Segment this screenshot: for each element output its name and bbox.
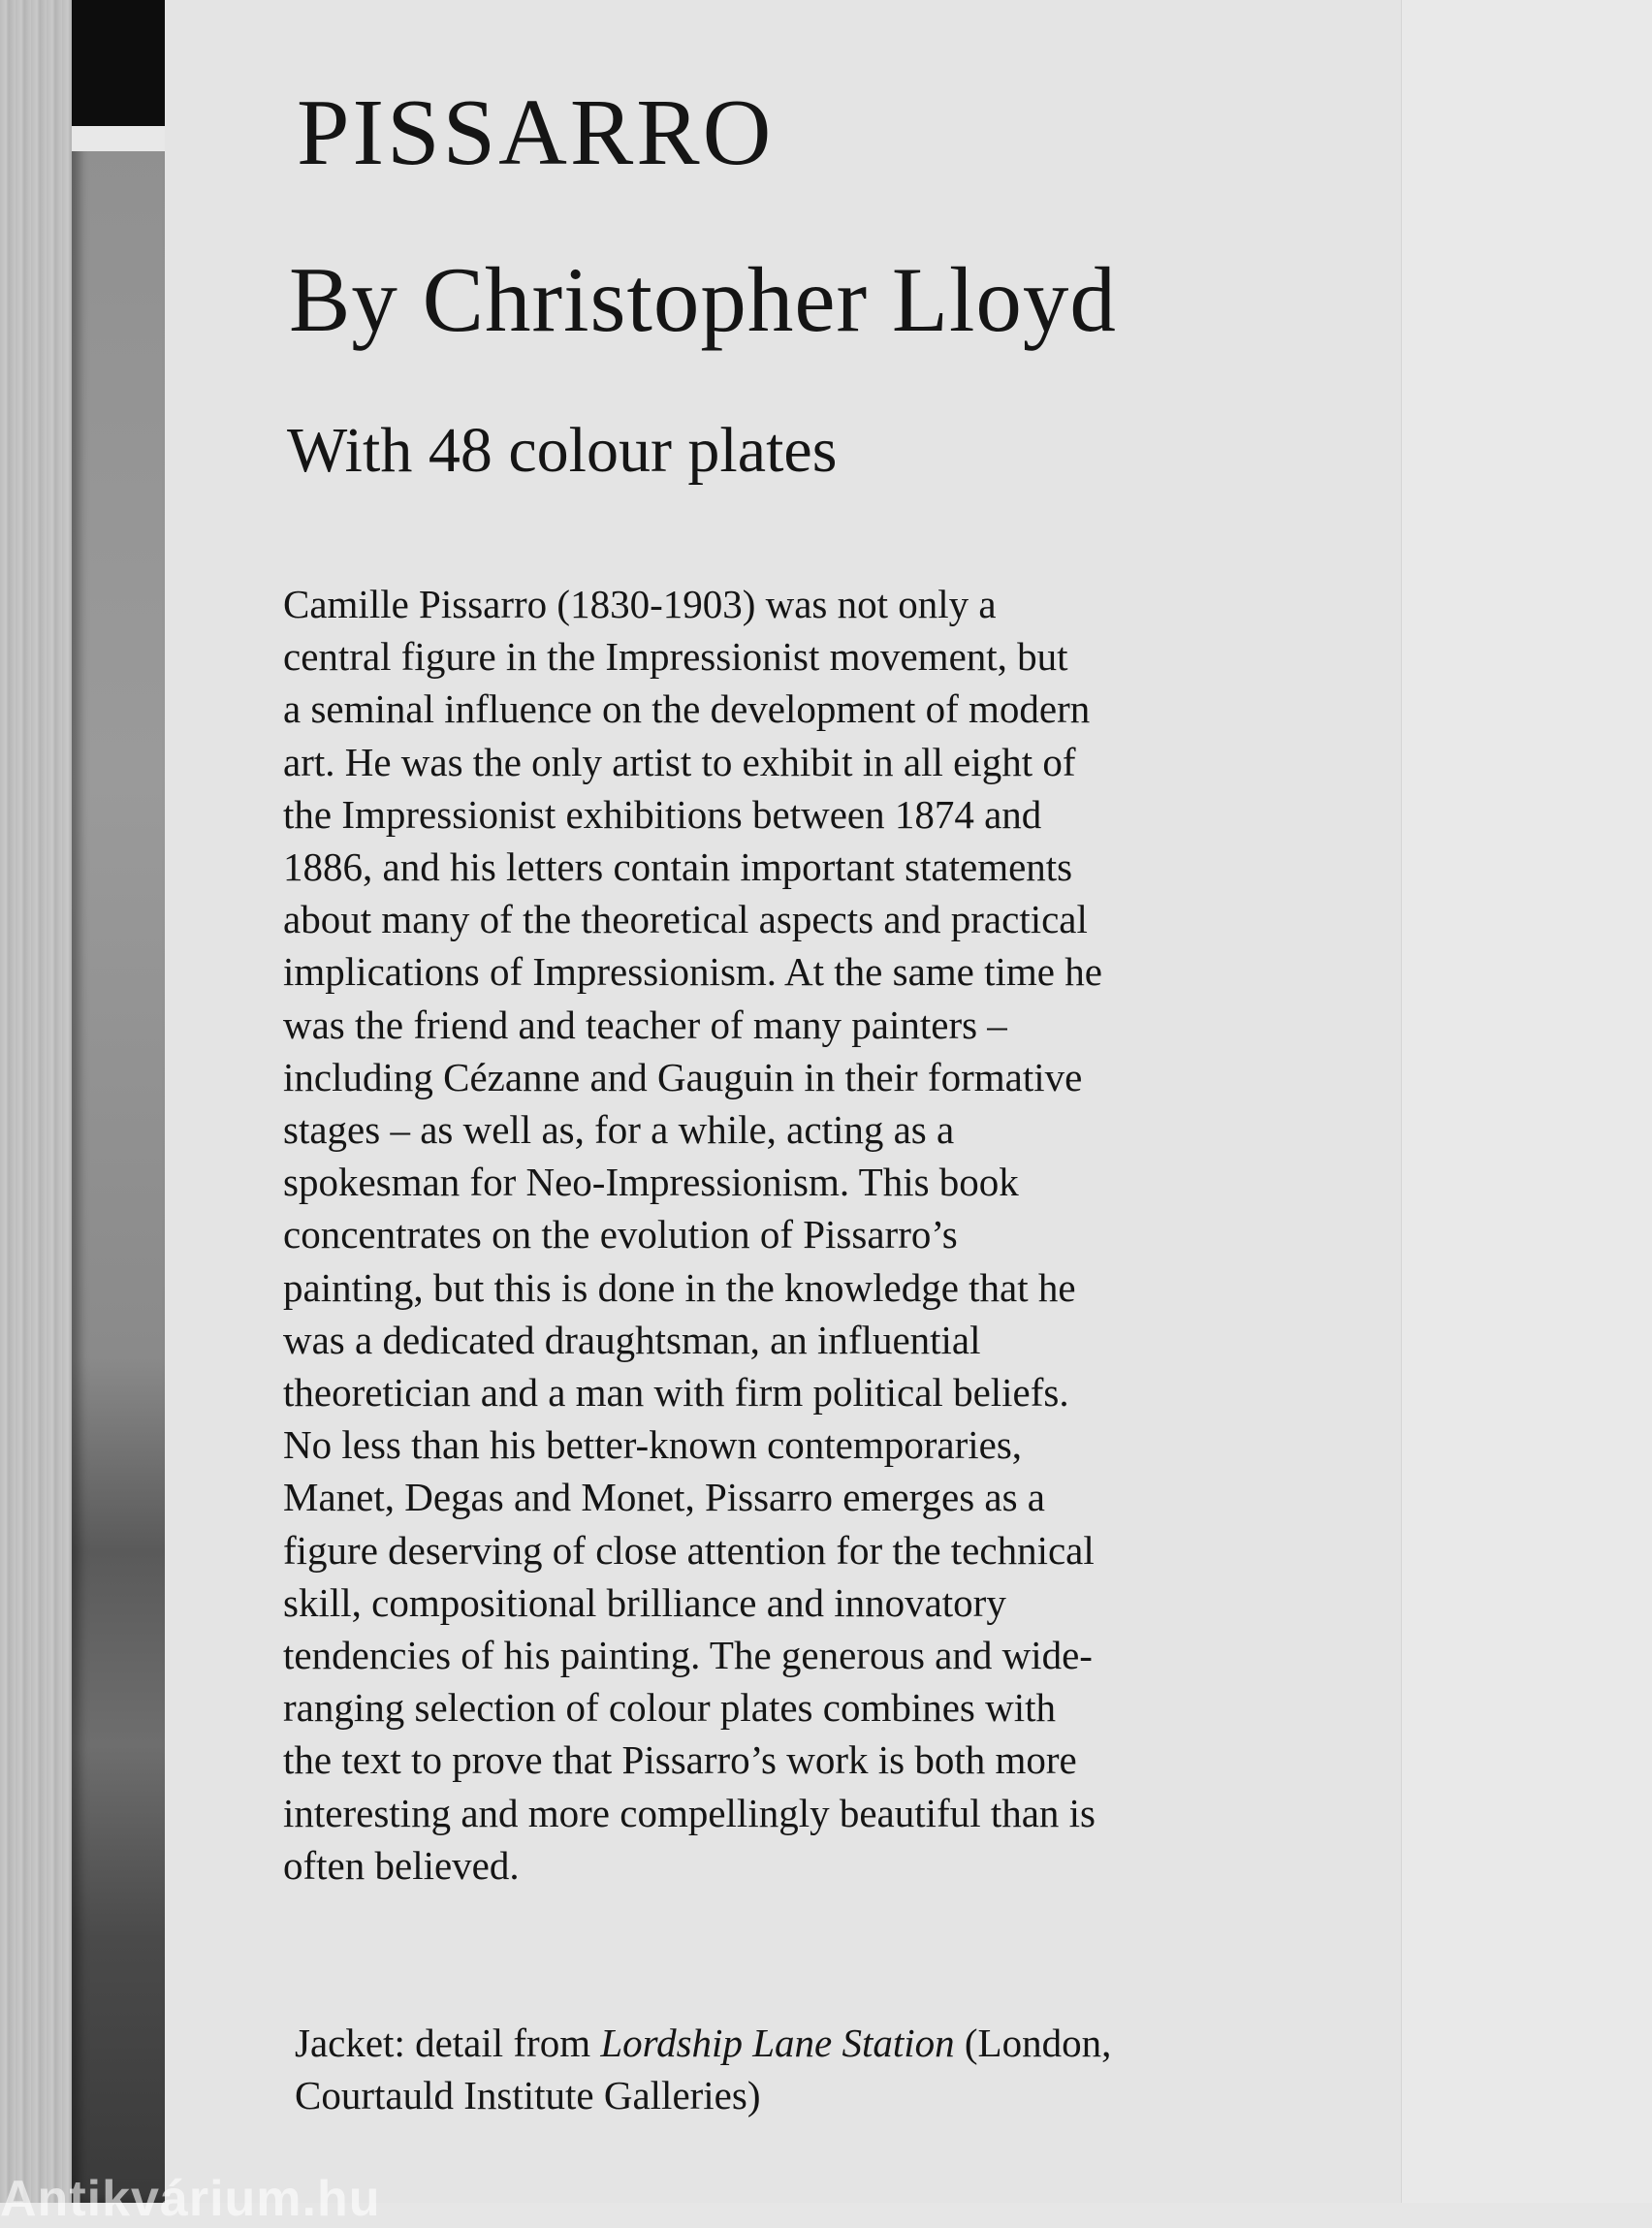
blurb-line: often believed. (283, 1842, 520, 1888)
blurb-line: interesting and more compellingly beautiful than is (283, 1790, 1096, 1835)
blurb-line: was the friend and teacher of many painters – (283, 1002, 1007, 1047)
jacket-work-title: Lordship Lane Station (600, 2021, 955, 2065)
blurb-line: implications of Impressionism. At the same time he (283, 949, 1102, 995)
jacket-prefix: Jacket: detail from (295, 2021, 601, 2065)
cover-painting-edge (72, 0, 165, 2203)
watermark: Antikvárium.hu (0, 2171, 381, 2227)
blurb-line: about many of the theoretical aspects and practical (283, 897, 1088, 942)
book-title: PISSARRO (297, 80, 775, 185)
wood-background (0, 0, 74, 2203)
jacket-line-2: Courtauld Institute Galleries) (295, 2073, 761, 2117)
blurb-line: art. He was the only artist to exhibit in all eight of (283, 739, 1076, 784)
jacket-suffix: (London, (954, 2021, 1112, 2065)
blurb-line: stages – as well as, for a while, acting as a (283, 1107, 955, 1153)
book-author: By Christopher Lloyd (289, 248, 1117, 351)
blurb-line: 1886, and his letters contain important statements (283, 844, 1073, 890)
blurb-line: including Cézanne and Gauguin in their formative (283, 1054, 1083, 1099)
blurb-line: spokesman for Neo-Impressionism. This book (283, 1160, 1019, 1205)
jacket-credit (295, 2017, 1111, 2121)
blurb-line: tendencies of his painting. The generous and wide- (283, 1633, 1093, 1678)
blurb-line: Manet, Degas and Monet, Pissarro emerges as a (283, 1475, 1046, 1520)
blurb-line: a seminal influence on the development of modern (283, 686, 1091, 732)
blurb-line: the Impressionist exhibitions between 1874 and (283, 791, 1042, 837)
blurb-line: No less than his better-known contemporaries, (283, 1422, 1023, 1468)
blurb-line: the text to prove that Pissarro’s work is both more (283, 1737, 1077, 1783)
blurb-text (283, 578, 1253, 1892)
blurb-line: was a dedicated draughtsman, an influential (283, 1317, 981, 1362)
blurb-line: figure deserving of close attention for the technical (283, 1527, 1095, 1573)
blurb-line: Camille Pissarro (1830-1903) was not only a (283, 582, 997, 626)
book-subtitle: With 48 colour plates (287, 415, 838, 486)
cover-black-band (72, 0, 165, 126)
blurb-line: ranging selection of colour plates combines with (283, 1685, 1057, 1731)
blurb-line: painting, but this is done in the knowledge that he (283, 1264, 1076, 1310)
blurb-line: skill, compositional brilliance and innovatory (283, 1579, 1006, 1625)
cover-white-band (72, 126, 165, 151)
blurb-line: concentrates on the evolution of Pissarro’s (283, 1212, 958, 1257)
blurb-line: central figure in the Impressionist movement, but (283, 634, 1068, 680)
blurb-line: theoretician and a man with firm political beliefs. (283, 1370, 1069, 1416)
right-background (1401, 0, 1652, 2203)
